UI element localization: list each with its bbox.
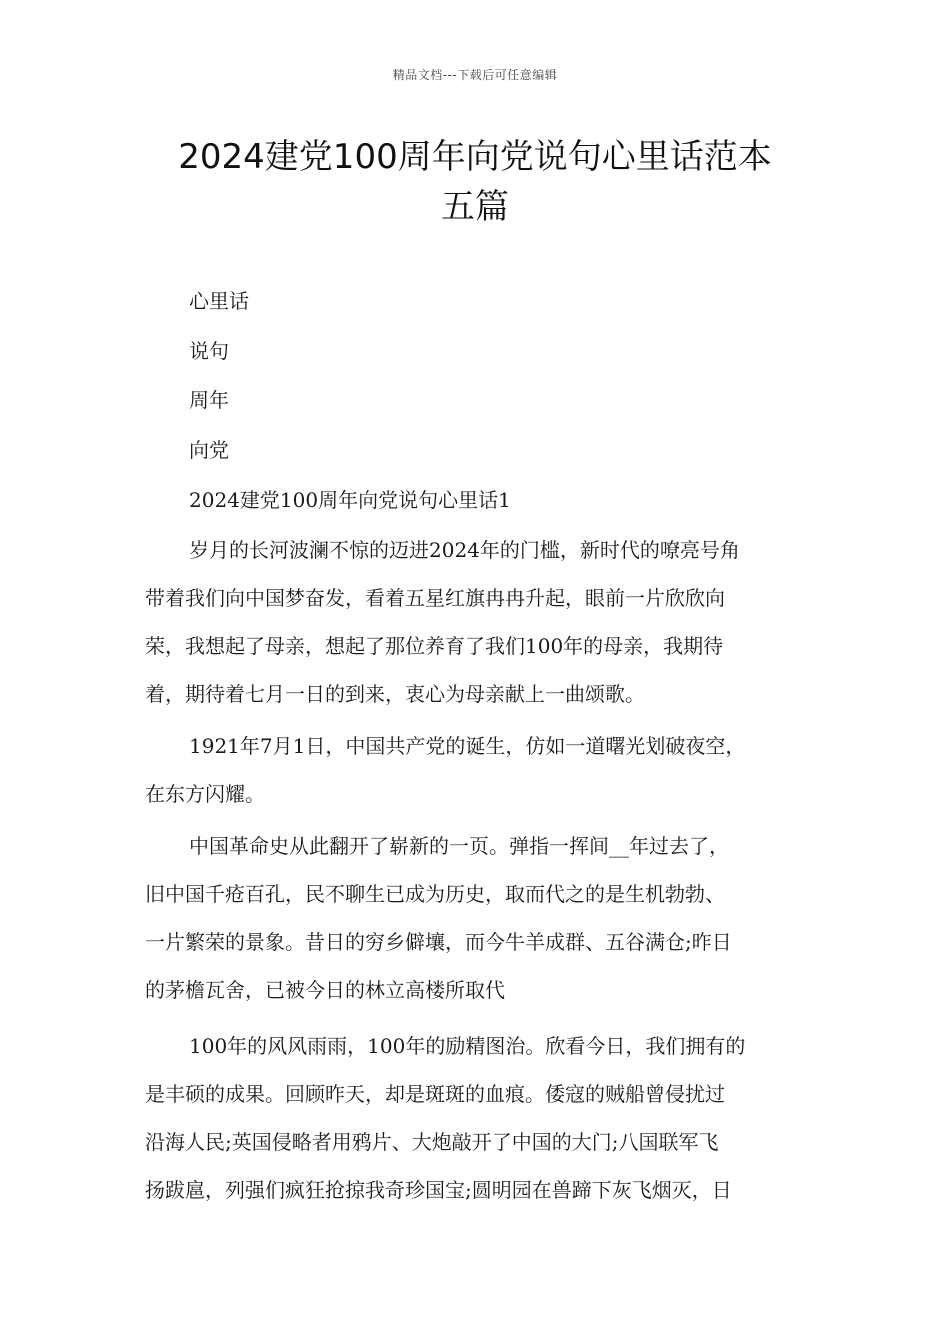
- document-title: [140, 132, 810, 232]
- paragraph-line: 1921年7月1日，中国共产党的诞生，仿如一道曙光划破夜空，: [189, 734, 746, 758]
- paragraph-line: 着，期待着七月一日的到来，衷心为母亲献上一曲颂歌。: [145, 682, 645, 706]
- paragraph-line: 中国革命史从此翻开了崭新的一页。弹指一挥间__年过去了，: [189, 834, 729, 858]
- paragraph-line: 带着我们向中国梦奋发，看着五星红旗冉冉升起，眼前一片欣欣向: [145, 586, 725, 610]
- keyword-item: 心里话: [189, 289, 249, 313]
- paragraph-line: 岁月的长河波澜不惊的迈进2024年的门槛，新时代的嘹亮号角: [189, 538, 740, 562]
- paragraph-line: 荣，我想起了母亲，想起了那位养育了我们100年的母亲，我期待: [145, 634, 724, 658]
- paragraph: [145, 822, 815, 1014]
- paragraph-line: 是丰硕的成果。回顾昨天，却是斑斑的血痕。倭寇的贼船曾侵扰过: [145, 1082, 725, 1106]
- keyword-item: 向党: [189, 438, 229, 462]
- paragraph: [145, 1022, 815, 1214]
- paragraph: [145, 722, 815, 818]
- section-heading: 2024建党100周年向党说句心里话1: [189, 488, 511, 512]
- paragraph: [145, 526, 815, 718]
- paragraph-line: 旧中国千疮百孔，民不聊生已成为历史，取而代之的是生机勃勃、: [145, 882, 725, 906]
- paragraph-line: 在东方闪耀。: [145, 782, 265, 806]
- paragraph-line: 的茅檐瓦舍，已被今日的林立高楼所取代: [145, 978, 505, 1002]
- paragraph-line: 扬跋扈，列强们疯狂抢掠我奇珍国宝;圆明园在兽蹄下灰飞烟灭，日: [145, 1178, 732, 1202]
- paragraph-line: 一片繁荣的景象。昔日的穷乡僻壤，而今牛羊成群、五谷满仓;昨日: [145, 930, 732, 954]
- title-line-2: 五篇: [441, 187, 509, 227]
- paragraph-line: 100年的风风雨雨，100年的励精图治。欣看今日，我们拥有的: [189, 1034, 746, 1058]
- paragraph-line: 沿海人民;英国侵略者用鸦片、大炮敲开了中国的大门;八国联军飞: [145, 1130, 719, 1154]
- keyword-item: 周年: [189, 388, 229, 412]
- keyword-item: 说句: [189, 339, 229, 363]
- title-line-1: 2024建党100周年向党说句心里话范本: [178, 137, 772, 177]
- header-note: 精品文档---下载后可任意编辑: [392, 68, 558, 82]
